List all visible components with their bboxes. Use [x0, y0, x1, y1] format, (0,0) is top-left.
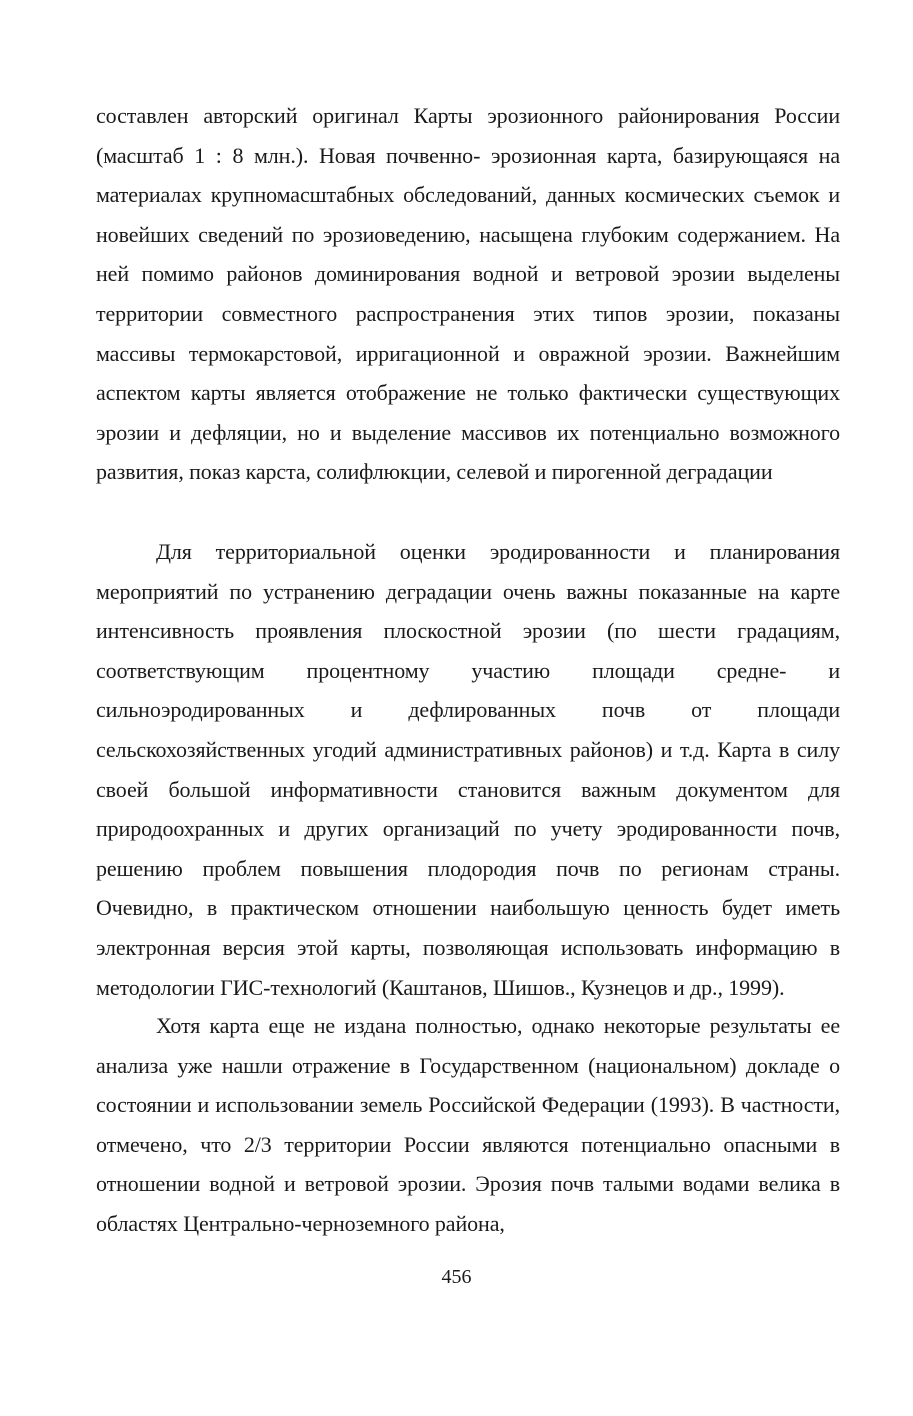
- paragraph-2-text: Для территориальной оценки эродированности и планирования мероприятий по устранению деградации очень важны показанные на карте интенсивность проявления плоскостной эрозии (по шести градациям, соответствующим процентному участию площади средне- и сильноэродированных и дефлированных почв от площади сельскохозяйственных угодий административных районов) и т.д. Карта в силу своей большой информативности становится важным документом для природоохранных и других организаций по учету эродированности почв, решению проблем повышения плодородия почв по регионам страны. Очевидно, в практическом отношении наибольшую ценность будет иметь электронная версия этой карты, позволяющая использовать информацию в методологии ГИС-технологий (Каштанов, Шишов., Кузнецов и др., 1999).: [96, 539, 840, 1000]
- paragraph-2: [96, 532, 840, 1007]
- paragraph-3: [96, 1006, 840, 1244]
- paragraph-1-text: составлен авторский оригинал Карты эрозионного районирования России (масштаб 1 : 8 млн.). Новая почвенно- эрозионная карта, базирующаяся на материалах крупномасштабных обследований, данных космических съемок и новейших сведений по эрозиоведению, насыщена глубоким содержанием. На ней помимо районов доминирования водной и ветровой эрозии выделены территории совместного распространения этих типов эрозии, показаны массивы термокарстовой, ирригационной и овражной эрозии. Важнейшим аспектом карты является отображение не только фактически существующих эрозии и дефляции, но и выделение массивов их потенциально возможного развития, показ карста, солифлюкции, селевой и пирогенной деградации: [96, 103, 840, 485]
- paragraph-1: [96, 96, 840, 492]
- page-number: 456: [441, 1266, 472, 1288]
- paragraph-3-text: Хотя карта еще не издана полностью, однако некоторые результаты ее анализа уже нашли отражение в Государственном (национальном) докладе о состоянии и использовании земель Российской Федерации (1993). В частности, отмечено, что 2/3 территории России являются потенциально опасными в отношении водной и ветровой эрозии. Эрозия почв талыми водами велика в областях Центрально-черноземного района,: [96, 1013, 840, 1236]
